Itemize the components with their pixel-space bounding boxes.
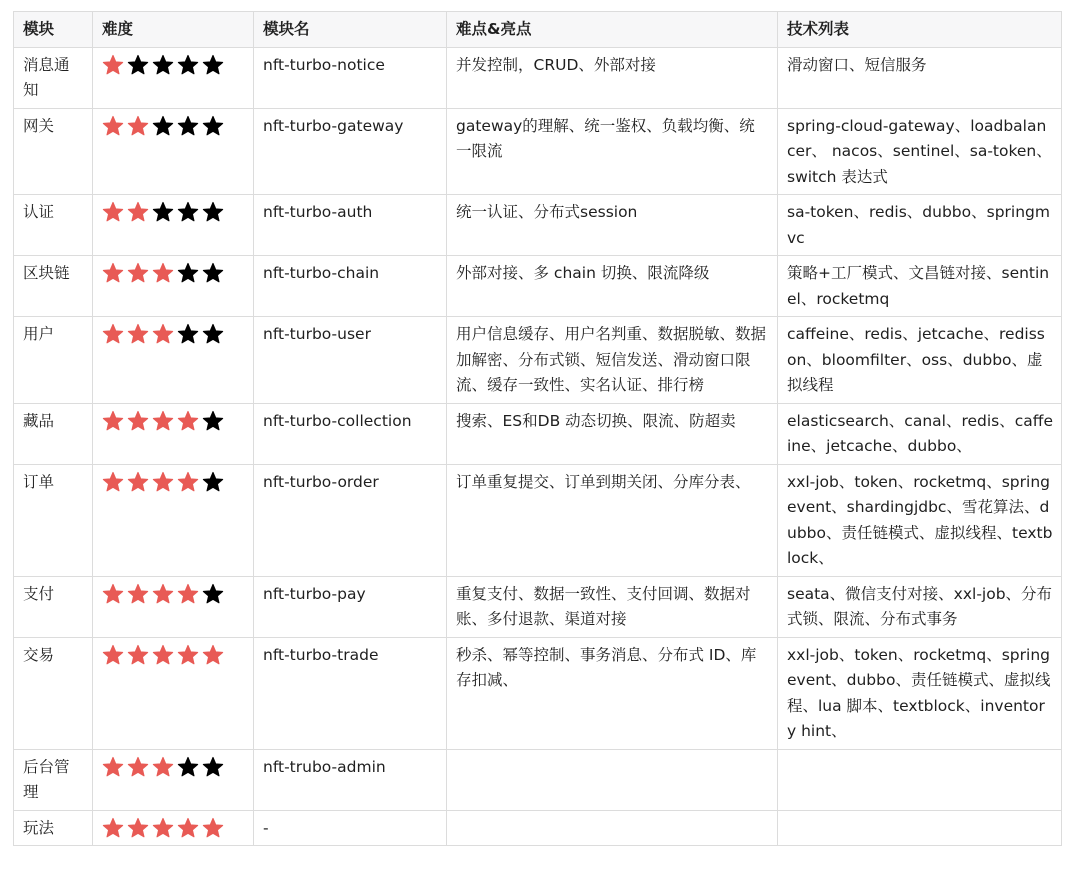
star-empty-icon [202, 756, 224, 778]
star-empty-icon [177, 115, 199, 137]
header-module: 模块 [14, 12, 93, 48]
tech-cell: spring-cloud-gateway、loadbalancer、 nacos、sentinel、sa-token、switch 表达式 [778, 108, 1062, 195]
module-cell: 交易 [14, 637, 93, 749]
star-filled-icon [177, 644, 199, 666]
module-cell: 订单 [14, 464, 93, 576]
star-filled-icon [102, 115, 124, 137]
table-header-row [14, 12, 1062, 48]
module-name-cell: nft-turbo-notice [254, 47, 447, 108]
table-row [14, 256, 1062, 317]
table-row [14, 195, 1062, 256]
difficulty-stars [102, 470, 245, 493]
star-filled-icon [102, 583, 124, 605]
star-empty-icon [202, 410, 224, 432]
difficulty-stars [102, 582, 245, 605]
header-difficulty: 难度 [93, 12, 254, 48]
difficulty-stars [102, 200, 245, 223]
star-filled-icon [202, 644, 224, 666]
star-filled-icon [102, 262, 124, 284]
star-empty-icon [152, 54, 174, 76]
star-empty-icon [177, 262, 199, 284]
star-filled-icon [152, 644, 174, 666]
tech-cell: xxl-job、token、rocketmq、springevent、shardingjdbc、雪花算法、dubbo、责任链模式、虚拟线程、textblock、 [778, 464, 1062, 576]
header-tech-list: 技术列表 [778, 12, 1062, 48]
star-empty-icon [202, 583, 224, 605]
module-cell: 藏品 [14, 403, 93, 464]
star-filled-icon [152, 756, 174, 778]
difficulty-stars [102, 409, 245, 432]
highlights-cell: gateway的理解、统一鉴权、负载均衡、统一限流 [447, 108, 778, 195]
highlights-cell: 重复支付、数据一致性、支付回调、数据对账、多付退款、渠道对接 [447, 576, 778, 637]
star-filled-icon [177, 583, 199, 605]
module-name-cell: nft-turbo-order [254, 464, 447, 576]
difficulty-cell [93, 47, 254, 108]
star-empty-icon [202, 201, 224, 223]
star-filled-icon [127, 583, 149, 605]
modules-table [13, 11, 1062, 846]
difficulty-cell [93, 403, 254, 464]
star-filled-icon [102, 756, 124, 778]
star-filled-icon [152, 583, 174, 605]
difficulty-cell [93, 256, 254, 317]
module-cell: 区块链 [14, 256, 93, 317]
module-name-cell: - [254, 810, 447, 846]
star-empty-icon [202, 471, 224, 493]
tech-cell: 策略+工厂模式、文昌链对接、sentinel、rocketmq [778, 256, 1062, 317]
star-empty-icon [152, 115, 174, 137]
star-filled-icon [127, 323, 149, 345]
star-empty-icon [202, 262, 224, 284]
module-name-cell: nft-turbo-trade [254, 637, 447, 749]
difficulty-cell [93, 810, 254, 846]
star-empty-icon [177, 201, 199, 223]
star-filled-icon [127, 644, 149, 666]
table-row [14, 317, 1062, 404]
module-name-cell: nft-turbo-auth [254, 195, 447, 256]
star-filled-icon [152, 323, 174, 345]
star-filled-icon [127, 817, 149, 839]
tech-cell [778, 749, 1062, 810]
difficulty-cell [93, 464, 254, 576]
tech-cell [778, 810, 1062, 846]
table-row [14, 749, 1062, 810]
star-filled-icon [102, 323, 124, 345]
star-filled-icon [152, 262, 174, 284]
difficulty-cell [93, 195, 254, 256]
module-cell: 用户 [14, 317, 93, 404]
star-empty-icon [177, 54, 199, 76]
star-empty-icon [177, 756, 199, 778]
star-filled-icon [177, 471, 199, 493]
star-filled-icon [202, 817, 224, 839]
module-name-cell: nft-turbo-chain [254, 256, 447, 317]
difficulty-stars [102, 322, 245, 345]
tech-cell: seata、微信支付对接、xxl-job、分布式锁、限流、分布式事务 [778, 576, 1062, 637]
table-row [14, 637, 1062, 749]
star-filled-icon [127, 201, 149, 223]
star-filled-icon [127, 262, 149, 284]
star-filled-icon [177, 817, 199, 839]
highlights-cell: 外部对接、多 chain 切换、限流降级 [447, 256, 778, 317]
star-filled-icon [102, 410, 124, 432]
difficulty-cell [93, 576, 254, 637]
tech-cell: xxl-job、token、rocketmq、springevent、dubbo、责任链模式、虚拟线程、lua 脚本、textblock、inventory hint、 [778, 637, 1062, 749]
star-filled-icon [102, 54, 124, 76]
highlights-cell: 秒杀、幂等控制、事务消息、分布式 ID、库存扣减、 [447, 637, 778, 749]
table-row [14, 47, 1062, 108]
module-cell: 认证 [14, 195, 93, 256]
difficulty-stars [102, 114, 245, 137]
star-empty-icon [177, 323, 199, 345]
star-filled-icon [102, 201, 124, 223]
star-filled-icon [127, 410, 149, 432]
header-module-name: 模块名 [254, 12, 447, 48]
star-empty-icon [202, 54, 224, 76]
star-empty-icon [127, 54, 149, 76]
star-filled-icon [152, 410, 174, 432]
highlights-cell: 订单重复提交、订单到期关闭、分库分表、 [447, 464, 778, 576]
tech-cell: 滑动窗口、短信服务 [778, 47, 1062, 108]
table-row [14, 108, 1062, 195]
star-filled-icon [102, 471, 124, 493]
difficulty-stars [102, 816, 245, 839]
table-row [14, 576, 1062, 637]
module-name-cell: nft-turbo-pay [254, 576, 447, 637]
difficulty-cell [93, 637, 254, 749]
module-cell: 后台管理 [14, 749, 93, 810]
star-filled-icon [127, 756, 149, 778]
difficulty-stars [102, 261, 245, 284]
star-filled-icon [177, 410, 199, 432]
module-cell: 玩法 [14, 810, 93, 846]
module-name-cell: nft-trubo-admin [254, 749, 447, 810]
module-name-cell: nft-turbo-collection [254, 403, 447, 464]
star-empty-icon [202, 115, 224, 137]
header-highlights: 难点&亮点 [447, 12, 778, 48]
star-filled-icon [102, 817, 124, 839]
module-cell: 网关 [14, 108, 93, 195]
tech-cell: elasticsearch、canal、redis、caffeine、jetcache、dubbo、 [778, 403, 1062, 464]
table-row [14, 464, 1062, 576]
difficulty-stars [102, 53, 245, 76]
module-name-cell: nft-turbo-user [254, 317, 447, 404]
highlights-cell: 搜索、ES和DB 动态切换、限流、防超卖 [447, 403, 778, 464]
module-cell: 支付 [14, 576, 93, 637]
module-name-cell: nft-turbo-gateway [254, 108, 447, 195]
star-filled-icon [152, 817, 174, 839]
star-filled-icon [127, 115, 149, 137]
table-row [14, 810, 1062, 846]
highlights-cell [447, 749, 778, 810]
highlights-cell [447, 810, 778, 846]
star-filled-icon [152, 471, 174, 493]
highlights-cell: 统一认证、分布式session [447, 195, 778, 256]
tech-cell: sa-token、redis、dubbo、springmvc [778, 195, 1062, 256]
difficulty-stars [102, 643, 245, 666]
difficulty-cell [93, 749, 254, 810]
star-filled-icon [127, 471, 149, 493]
table-row [14, 403, 1062, 464]
difficulty-cell [93, 317, 254, 404]
tech-cell: caffeine、redis、jetcache、redisson、bloomfilter、oss、dubbo、虚拟线程 [778, 317, 1062, 404]
highlights-cell: 用户信息缓存、用户名判重、数据脱敏、数据加解密、分布式锁、短信发送、滑动窗口限流、缓存一致性、实名认证、排行榜 [447, 317, 778, 404]
highlights-cell: 并发控制，CRUD、外部对接 [447, 47, 778, 108]
star-filled-icon [102, 644, 124, 666]
difficulty-stars [102, 755, 245, 778]
star-empty-icon [202, 323, 224, 345]
module-cell: 消息通知 [14, 47, 93, 108]
star-empty-icon [152, 201, 174, 223]
difficulty-cell [93, 108, 254, 195]
